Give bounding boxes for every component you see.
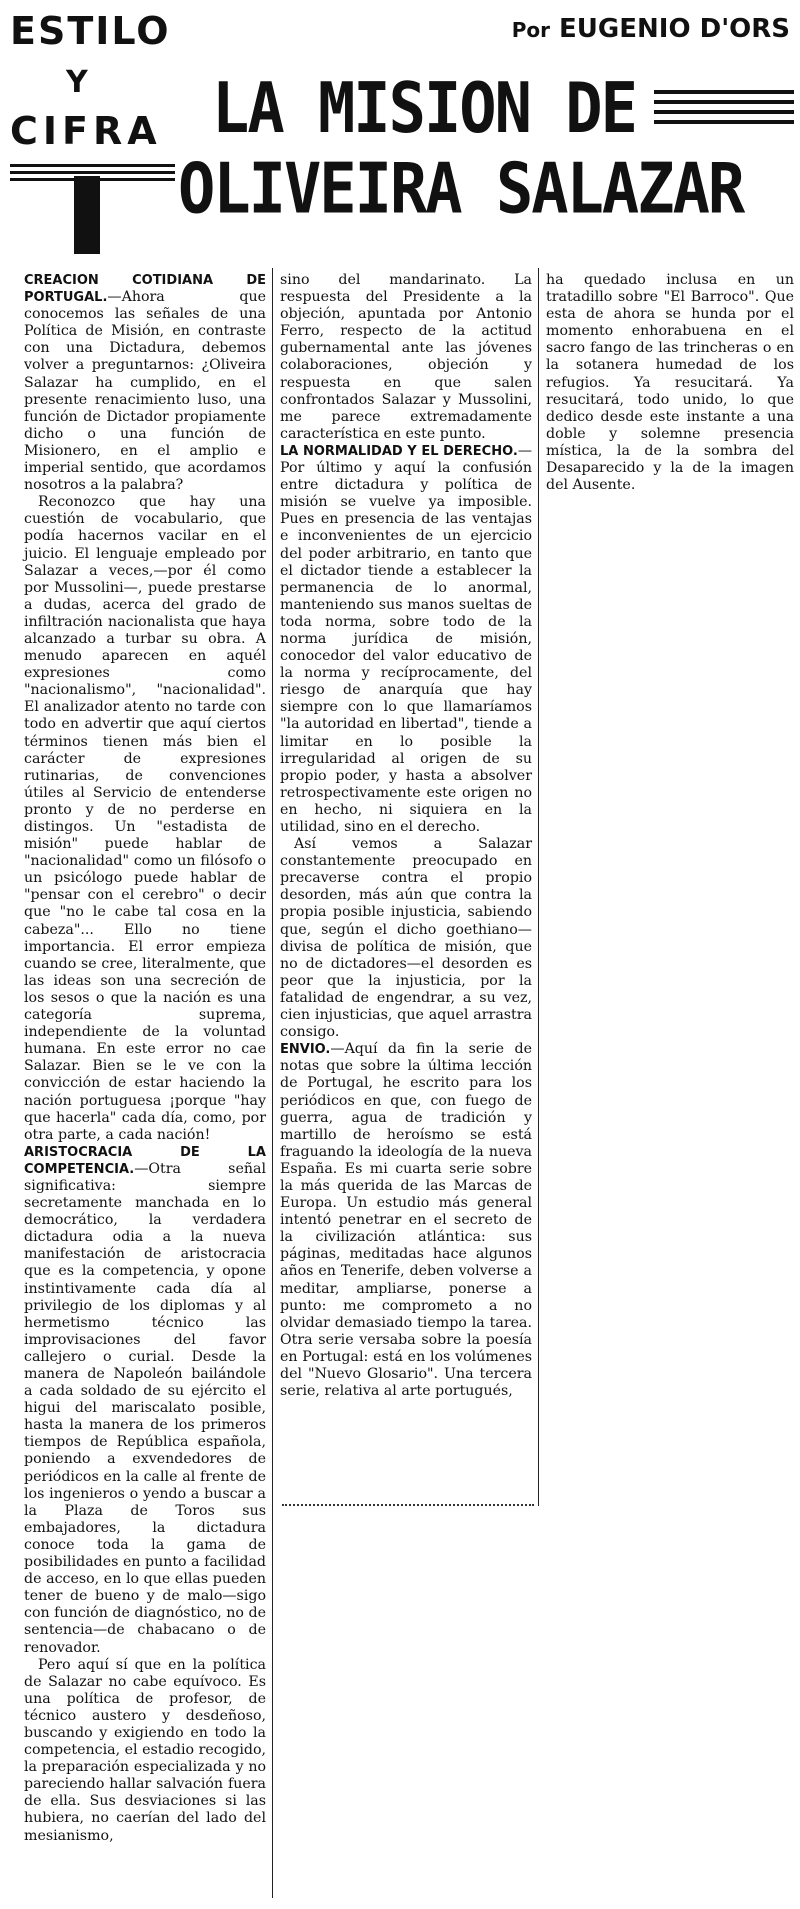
byline-prefix: Por bbox=[511, 18, 550, 42]
column-divider-2 bbox=[538, 268, 539, 1506]
article-column-2 bbox=[280, 272, 532, 1400]
byline bbox=[512, 14, 790, 44]
paragraph: Reconozco que hay una cuestión de vocabulario, que podía hacernos vacilar en el juicio. El lenguaje empleado por Salazar a veces,—por él como por Mussolini—, puede prestarse a dudas, acerca del grado de infiltración nacionalista que haya alcanzado a turbar su obra. A menudo aparecen en aquél expresiones como "nacionalismo", "nacionalidad". El analizador atento no tarde con todo en advertir que aquí ciertos términos tienen más bien el carácter de expresiones rutinarias, de convenciones útiles al Servicio de entenderse pronto y de no perderse en distingos. Un "estadista de misión" puede hablar de "nacionalidad" como un filósofo o un psicólogo puede hablar de "pensar con el cerebro" o decir que "no le cabe tal cosa en la cabeza"... Ello no tiene importancia. El error empieza cuando se cree, literalmente, que las ideas son una secreción de los sesos o que la nación es una categoría suprema, independiente de la voluntad humana. En este error no cae Salazar. Bien se le ve con la convicción de estar haciendo la nación portuguesa ¡porque "hay que hacerla" cada día, como, por otra parte, a cada nación! bbox=[24, 494, 266, 1143]
article-column-1 bbox=[24, 272, 266, 1845]
paragraph-text: — Por último y aquí la confusión entre dictadura y política de misión se vuelve ya imposible. Pues en presencia de las ventajas e inconvenientes de un ejercicio del poder arbitrario, en tanto que el dictador tiende a establecer la permanencia de lo anormal, manteniendo sus manos sueltas de toda norma, sobre todo de la norma jurídica de misión, conocedor del valor educativo de la norma y recíprocamente, del riesgo de anarquía que hay siempre con lo que llamaríamos "la autoridad en libertad", tiende a limitar en lo posible la irregularidad al origen de su propio poder, y hasta a absolver retrospectivamente este origen no en hecho, ni siquiera en la utilidad, sino en el derecho. bbox=[280, 442, 532, 835]
subheading: CREACION COTIDIANA DE PORTUGAL. bbox=[24, 273, 266, 306]
headline-rules bbox=[654, 90, 794, 130]
subheading: ENVIO. bbox=[280, 1042, 331, 1058]
subheading: LA NORMALIDAD Y EL DERECHO. bbox=[280, 443, 518, 459]
column-end-rule bbox=[282, 1504, 534, 1506]
paragraph: Pero aquí sí que en la política de Salazar no cabe equívoco. Es una política de profesor, de técnico austero y desdeñoso, buscando y exigiendo en todo la competencia, el estadio recogido, la preparación especializada y no pareciendo hallar salvación fuera de ella. Sus desviaciones si las hubiera, no caerían del lado del mesianismo, bbox=[24, 1656, 266, 1844]
paragraph: sino del mandarinato. La respuesta del Presidente a la objeción, apuntada por Antonio Ferro, respecto de la actitud gubernamental ante las jóvenes colaboraciones, objeción y respuesta en que salen confrontados Salazar y Mussolini, me parece extremadamente característica en este punto. bbox=[280, 272, 532, 442]
section-title-y: Y bbox=[66, 65, 88, 100]
section-stem-decoration bbox=[74, 176, 100, 254]
paragraph bbox=[24, 1144, 266, 1657]
paragraph bbox=[24, 272, 266, 494]
headline-line-1: LA MISION DE bbox=[212, 66, 636, 149]
paragraph bbox=[280, 1041, 532, 1400]
paragraph-text: —Ahora que conocemos las señales de una Política de Misión, en contraste con una Dictadura, debemos volver a preguntarnos: ¿Oliveira Salazar ha cumplido, en el presente renacimiento luso, una función de Dictador propiamente dicho o una función de Misionero, en el amplio e imperial sentido, que acordamos nosotros a la palabra? bbox=[24, 289, 266, 494]
paragraph-text: —Otra señal significativa: siempre secretamente manchada en lo democrático, la verdadera dictadura odia a la nueva manifestación de aristocracia que es la competencia, y opone instintivamente cada día al privilegio de los diplomas y al hermetismo técnico las improvisaciones del favor callejero o curial. Desde la manera de Napoleón bailándole a cada soldado de su ejército el higui del mariscalato posible, hasta la manera de los primeros tiempos de República española, poniendo a exvendedores de periódicos en la calle al frente de los ingenieros o yendo a buscar a la Plaza de Toros sus embajadores, la dictadura conoce toda la gama de posibilidades en punto a facilidad de acceso, en lo que ellas pueden tener de bueno y de malo—sigo con función de diagnóstico, no de sentencia—de chabacano o de renovador. bbox=[24, 1160, 266, 1656]
paragraph: Así vemos a Salazar constantemente preocupado en precaverse contra el propio desorden, más aún que contra la propia posible injusticia, sabiendo que, según el dicho goethiano—divisa de política de misión, que no de dictadores—el desorden es peor que la injusticia, por la fatalidad de engendrar, a su vez, cien injusticias, que aquel arrastra consigo. bbox=[280, 836, 532, 1041]
author-name: EUGENIO D'ORS bbox=[559, 14, 790, 44]
section-title-cifra: CIFRA bbox=[10, 109, 162, 153]
article-column-3 bbox=[546, 272, 794, 494]
subheading: ARISTOCRACIA DE LA COMPETENCIA. bbox=[24, 1144, 266, 1177]
paragraph-text: —Aquí da fin la serie de notas que sobre la última lección de Portugal, he escrito para los periódicos en que, con fuego de guerra, agua de tradición y martillo de heroísmo se está fraguando la ideología de la nueva España. Es mi cuarta serie sobre la más querida de las Marcas de Europa. Un estudio más general intentó penetrar en el secreto de la civilización atlántica: sus páginas, meditadas hace algunos años en Tenerife, deben volverse a meditar, ampliarse, ponerse a punto: me comprometo a no olvidar demasiado tiempo la tarea. Otra serie versaba sobre la poesía en Portugal: está en los volúmenes del "Nuevo Glosario". Una tercera serie, relativa al arte portugués, bbox=[280, 1041, 532, 1400]
column-divider-1 bbox=[272, 268, 273, 1898]
section-title-estilo: ESTILO bbox=[10, 9, 171, 53]
paragraph: ha quedado inclusa en un tratadillo sobre "El Barroco". Que esta de ahora se hunda por el momento enhorabuena en el sacro fango de las trincheras o en la sotanera humedad de los refugios. Ya resucitará. Ya resucitará, todo unido, lo que dedico desde este instante a una doble y solemne presencia mística, la de la sombra del Desaparecido y la de la imagen del Ausente. bbox=[546, 272, 794, 494]
paragraph bbox=[280, 443, 532, 836]
headline-line-2: OLIVEIRA SALAZAR bbox=[178, 147, 744, 230]
